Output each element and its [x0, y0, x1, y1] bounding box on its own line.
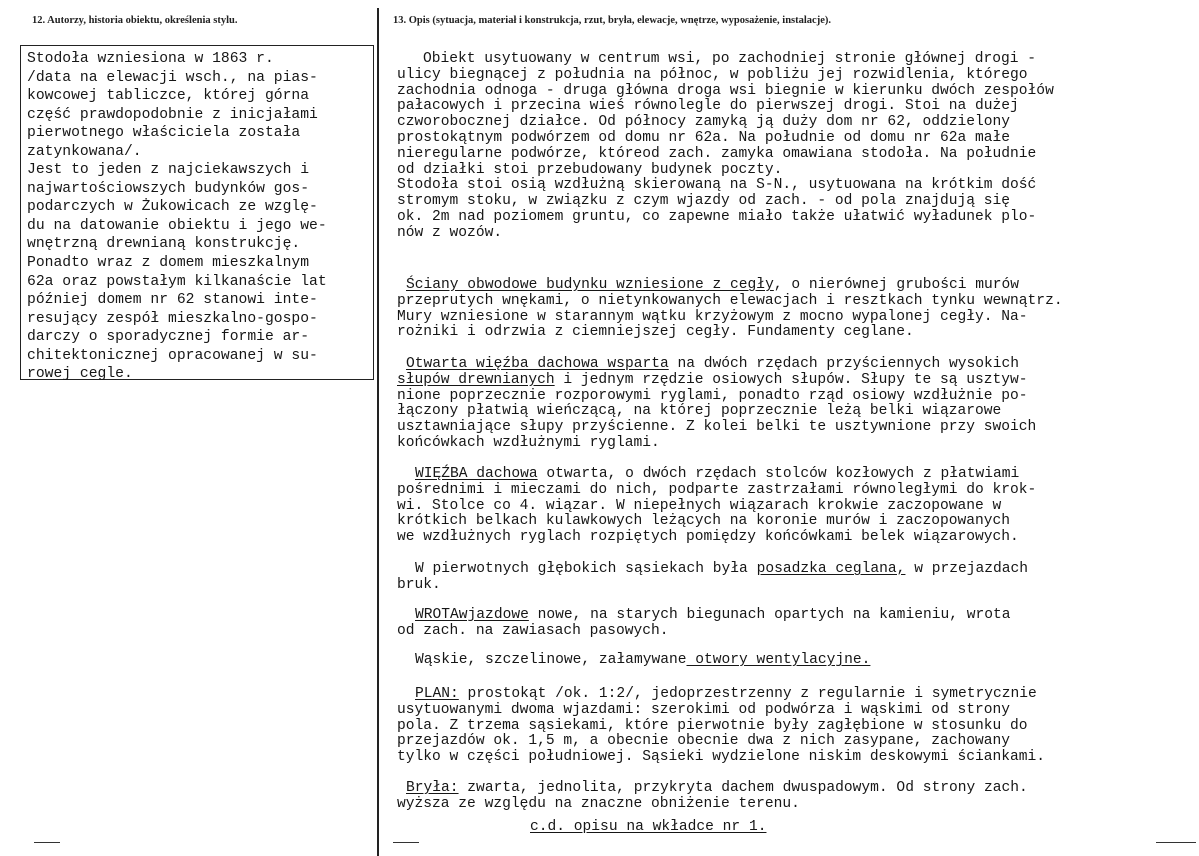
text-line: zwarta, jednolita, przykryta dachem dwuspadowym. Od strony zach. — [458, 780, 1028, 796]
text-line: zachodnia odnoga - druga główna droga wsi biegnie w kierunku dwóch zespołów — [397, 82, 1054, 99]
section-13-header: 13. Opis (sytuacja, materiał i konstrukcja, rzut, bryła, elewacje, wnętrze, wyposażenie, instalacje). — [393, 15, 832, 26]
walls-paragraph — [397, 278, 1063, 341]
text-line: tylko w części południowej. Sąsieki wydzielone niskim deskowymi ściankami. — [397, 749, 1046, 766]
text-line: nione poprzecznie rozporowymi ryglami, ponadto rząd osiowy wzdłużnie po- — [397, 387, 1028, 404]
text-line: W pierwotnych głębokich sąsiekach była — [415, 561, 757, 577]
history-line: 62a oraz powstałym kilkanaście lat — [27, 273, 327, 290]
text-line: ok. 2m nad poziomem gruntu, co zapewne miało także ułatwić wyładunek plo- — [397, 208, 1037, 225]
text-line: nieregularne podwórze, któreod zach. zamyka omawiana stodoła. Na południe — [397, 145, 1037, 162]
text-line: od działki stoi przebudowany budynek poczty. — [397, 161, 783, 178]
bottom-rule-mid — [393, 842, 419, 843]
text-line: przeprutych wnękami, o nietynkowanych elewacjach i resztkach tynku wewnątrz. — [397, 292, 1063, 309]
text-line: wyższa ze względu na znaczne obniżenie terenu. — [397, 795, 800, 812]
history-line: darczy o sporadycznej formie ar- — [27, 329, 310, 346]
history-line: resujący zespół mieszkalno-gospo- — [27, 310, 318, 327]
plan-heading: PLAN: — [415, 686, 459, 702]
text-line: łączony płatwią wieńczącą, na której poprzecznie leżą belki wiązarowe — [397, 403, 1002, 420]
truss-heading: WIĘŹBA dachowa — [415, 466, 538, 482]
text-line: pałacowych i przecina wieś równolegle do pierwszej drogi. Stoi na dużej — [397, 98, 1019, 115]
history-line: najwartościowszych budynków gos- — [27, 180, 310, 197]
text-line: bruk. — [397, 576, 441, 593]
history-line: podarczych w Żukowicach ze wzglę- — [27, 199, 318, 216]
history-line: du na datowanie obiektu i jego we- — [27, 217, 327, 234]
column-divider — [377, 8, 379, 856]
text-line: wi. Stolce co 4. wiązar. W niepełnych wiązarach krokwie zaczopowane w — [397, 497, 1002, 514]
history-line: Jest to jeden z najciekawszych i — [27, 162, 310, 179]
text-line: Mury wzniesione w starannym wątku krzyżowym z mocno wypalonej cegły. Na- — [397, 308, 1028, 325]
text-line: , o nierównej grubości murów — [773, 277, 1020, 293]
text-line: czworobocznej działce. Od północy zamyką ją duży dom nr 62, oddzielony — [397, 114, 1011, 131]
text-line: usytuowanymi dwoma wjazdami: szerokimi od podwórza i wąskimi od strony — [397, 701, 1011, 718]
roof-frame-paragraph — [397, 357, 1036, 452]
text-line: na dwóch rzędach przyściennych wysokich — [668, 356, 1020, 372]
history-line: rowej cegle. — [27, 366, 133, 383]
bottom-rule-right — [1156, 842, 1196, 843]
text-line: przejazdów ok. 1,5 m, a obecnie obecnie dwa z nich zasypane, zachowany — [397, 733, 1011, 750]
text-line: otwarta, o dwóch rzędach stolców kozłowych z płatwiami — [537, 466, 1020, 482]
roof-frame-heading: Otwarta więźba dachowa wsparta — [406, 356, 669, 372]
text-line: usztawniające słupy przyścienne. Z kolei belki te usztywnione przy swoich — [397, 419, 1037, 436]
truss-paragraph — [397, 467, 1036, 546]
text-line: Obiekt usytuowany w centrum wsi, po zachodniej stronie głównej drogi - — [423, 51, 1037, 67]
floor-heading: posadzka ceglana, — [756, 561, 906, 577]
continuation-text: c.d. opisu na wkładce nr 1. — [530, 819, 767, 835]
text-line: w przejazdach — [905, 561, 1029, 577]
text-line: ulicy biegnącej z południa na północ, w pobliżu jej rozwidlenia, którego — [397, 66, 1028, 83]
history-line: wnętrzną drewnianą konstrukcję. — [27, 236, 301, 253]
section-12-header: 12. Autorzy, historia obiektu, określenia stylu. — [32, 15, 238, 26]
posts-heading: słupów drewnianych — [397, 371, 555, 388]
history-line: chitektonicznej opracowanej w su- — [27, 347, 318, 364]
vents-heading: otwory wentylacyjne. — [686, 652, 871, 668]
gates-paragraph — [397, 608, 1011, 640]
history-text — [27, 50, 327, 384]
mass-paragraph — [397, 781, 1028, 813]
history-line: Ponadto wraz z domem mieszkalnym — [27, 255, 310, 272]
text-line: Wąskie, szczelinowe, załamywane — [415, 652, 687, 668]
text-line: rożniki i odrzwia z ciemniejszej cegły. Fundamenty ceglane. — [397, 324, 914, 341]
text-line: nów z wozów. — [397, 224, 503, 241]
history-line: część prawdopodobnie z inicjałami — [27, 106, 318, 123]
text-line: i jednym rzędzie osiowych słupów. Słupy te są usztyw- — [554, 371, 1028, 388]
text-line: nowe, na starych biegunach opartych na kamieniu, wrota — [528, 607, 1011, 623]
mass-heading: Bryła: — [406, 780, 459, 796]
text-line: krótkich belkach kulawkowych leżących na koronie murów i zaczopowanych — [397, 513, 1011, 530]
text-line: Stodoła stoi osią wzdłużną skierowaną na S-N., usytuowana na krótkim dość — [397, 177, 1037, 194]
text-line: końcówkach wzdłużnymi ryglami. — [397, 434, 660, 451]
text-line: od zach. na zawiasach pasowych. — [397, 622, 669, 639]
history-line: /data na elewacji wsch., na pias- — [27, 69, 318, 86]
continuation-note — [397, 820, 766, 836]
vents-paragraph — [397, 653, 870, 669]
gates-heading: WROTAwjazdowe — [415, 607, 529, 623]
history-line: Stodoła wzniesiona w 1863 r. — [27, 51, 274, 67]
walls-heading: Ściany obwodowe budynku wzniesione z cegły — [406, 277, 774, 293]
text-line: prostokąt /ok. 1:2/, jedoprzestrzenny z regularnie i symetrycznie — [458, 686, 1037, 702]
history-line: później domem nr 62 stanowi inte- — [27, 292, 318, 309]
situation-paragraph — [397, 52, 1054, 242]
text-line: pośrednimi i mieczami do nich, podparte zastrzałami równoległymi do krok- — [397, 481, 1037, 498]
history-line: zatynkowana/. — [27, 143, 142, 160]
plan-paragraph — [397, 687, 1045, 766]
text-line: we wzdłużnych ryglach rozpiętych pomiędzy końcówkami belek wiązarowych. — [397, 529, 1019, 546]
text-line: stromym stoku, w związku z czym wjazdy od zach. - od pola znajdują się — [397, 193, 1011, 210]
text-line: pola. Z trzema sąsiekami, które pierwotnie były zagłębione w stosunku do — [397, 717, 1028, 734]
history-line: pierwotnego właściciela została — [27, 125, 301, 142]
text-line: prostokątnym podwórzem od domu nr 62a. Na południe od domu nr 62a małe — [397, 129, 1011, 146]
history-line: kowcowej tabliczce, której górna — [27, 88, 310, 105]
bottom-rule-left — [34, 842, 60, 843]
floor-paragraph — [397, 562, 1028, 594]
